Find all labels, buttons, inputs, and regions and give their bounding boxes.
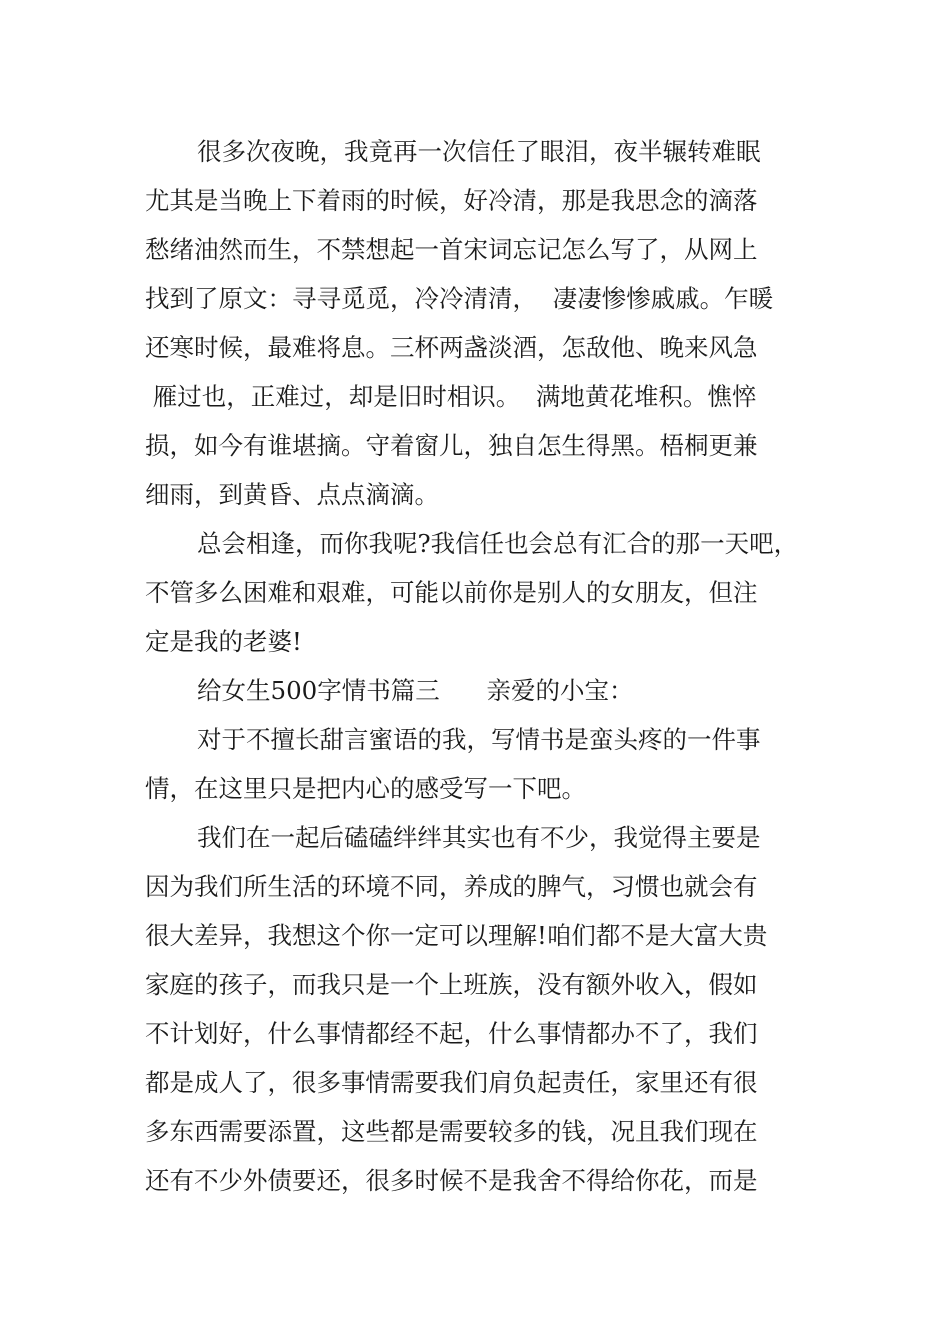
text-line: 总会相逢，而你我呢?我信任也会总有汇合的那一天吧，	[197, 529, 799, 558]
text-line: 对于不擅长甜言蜜语的我，写情书是蛮头疼的一件事	[197, 725, 761, 754]
text-line: 情，在这里只是把内心的感受写一下吧。	[145, 774, 586, 803]
document-body	[145, 127, 810, 1205]
text-line: 都是成人了，很多事情需要我们肩负起责任，家里还有很	[145, 1068, 758, 1097]
text-line: 多东西需要添置，这些都是需要较多的钱，况且我们现在	[145, 1117, 758, 1146]
text-line: 损，如今有谁堪摘。守着窗儿，独自怎生得黑。梧桐更兼	[145, 431, 758, 460]
text-line: 很多次夜晚，我竟再一次信任了眼泪，夜半辗转难眠	[197, 137, 761, 166]
text-line: 不管多么困难和艰难，可能以前你是别人的女朋友，但注	[145, 578, 758, 607]
text-line: 因为我们所生活的环境不同，养成的脾气，习惯也就会有	[145, 872, 758, 901]
text-line: 我们在一起后磕磕绊绊其实也有不少，我觉得主要是	[197, 823, 761, 852]
text-line: 还有不少外债要还，很多时候不是我舍不得给你花，而是	[145, 1166, 758, 1195]
text-line: 雁过也，正难过，却是旧时相识。 满地黄花堆积。憔悴	[145, 382, 757, 411]
text-line: 细雨，到黄昏、点点滴滴。	[145, 480, 439, 509]
text-line: 家庭的孩子，而我只是一个上班族，没有额外收入，假如	[145, 970, 758, 999]
text-line: 定是我的老婆!	[145, 627, 302, 656]
text-line: 很大差异，我想这个你一定可以理解!咱们都不是大富大贵	[145, 921, 768, 950]
text-line: 不计划好，什么事情都经不起，什么事情都办不了，我们	[145, 1019, 758, 1048]
text-line: 还寒时候，最难将息。三杯两盏淡酒，怎敌他、晚来风急	[145, 333, 758, 362]
text-line: 给女生500字情书篇三 亲爱的小宝：	[197, 676, 634, 705]
text-line: 找到了原文：寻寻觅觅，冷冷清清， 凄凄惨惨戚戚。乍暖	[145, 284, 774, 313]
text-line: 尤其是当晚上下着雨的时候，好冷清，那是我思念的滴落	[145, 186, 758, 215]
text-line: 愁绪油然而生，不禁想起一首宋词忘记怎么写了，从网上	[145, 235, 758, 264]
